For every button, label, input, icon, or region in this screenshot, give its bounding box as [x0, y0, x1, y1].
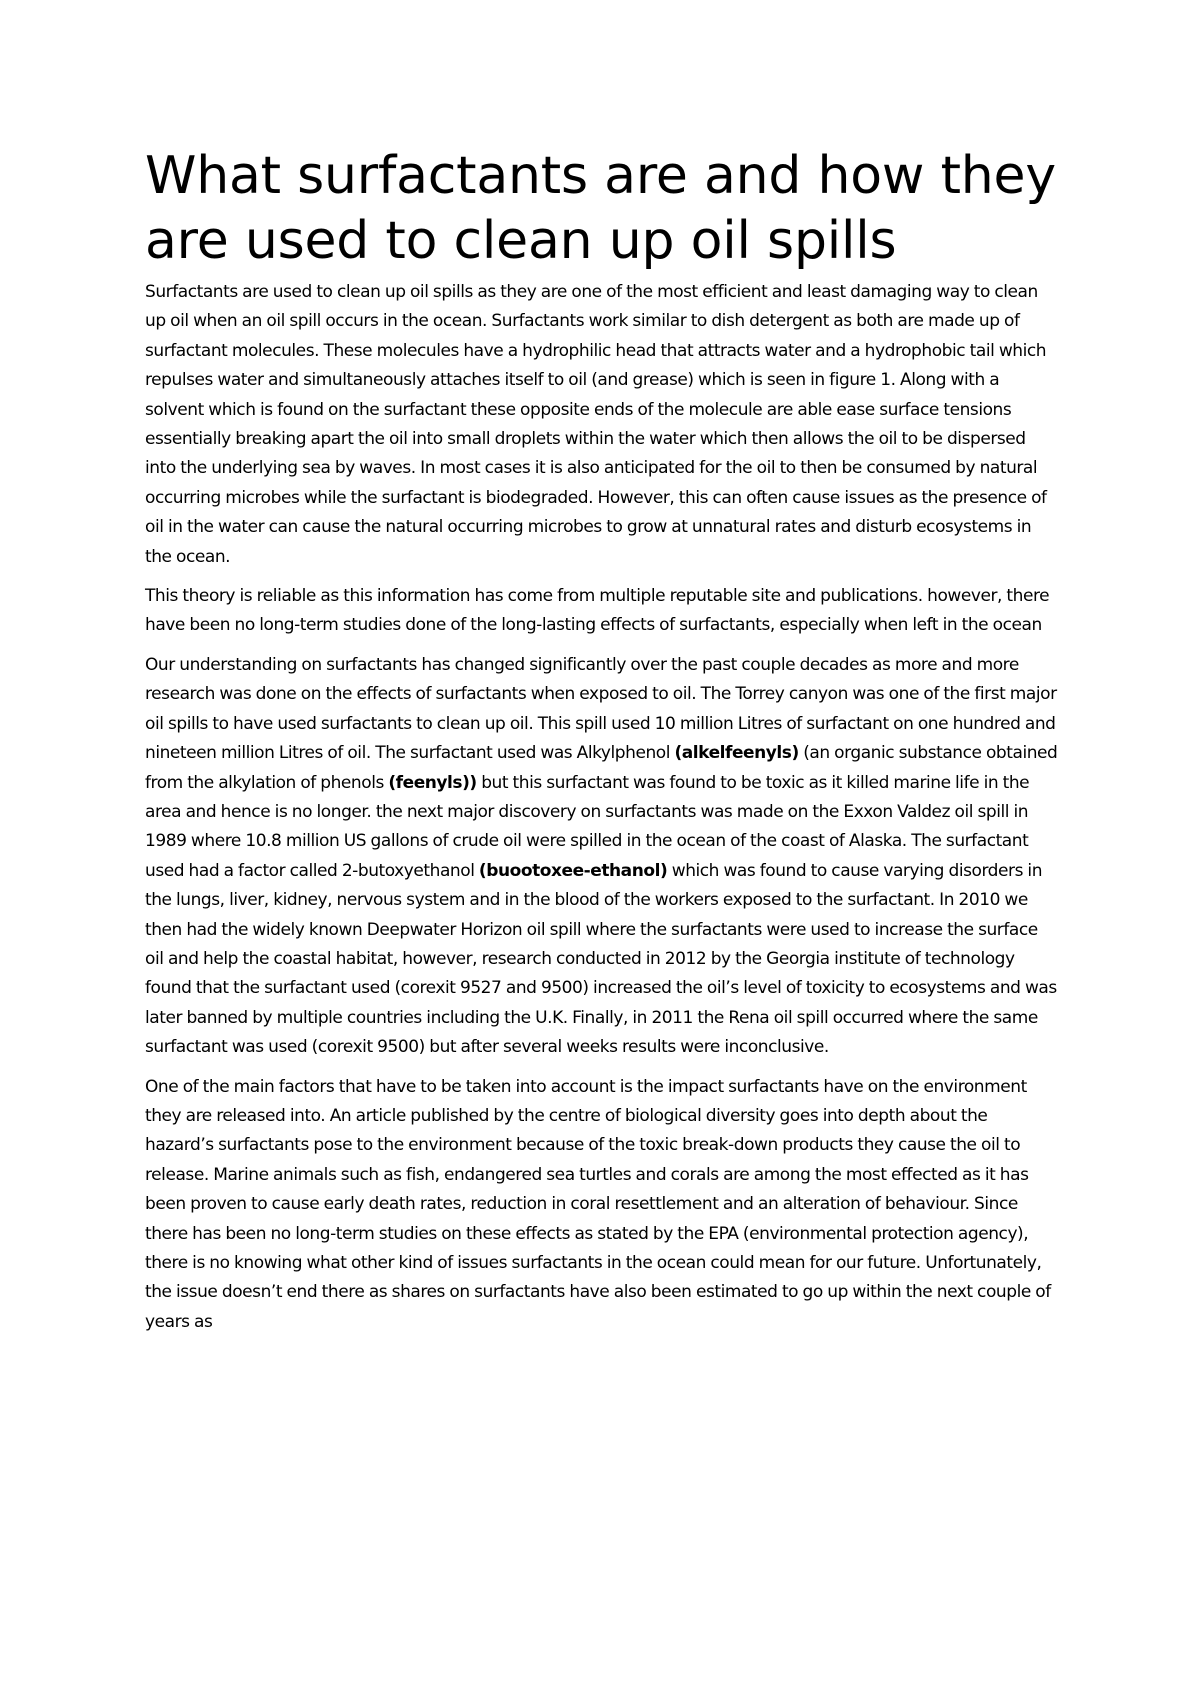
history-pronunciation-2: (feenyls)) [388, 772, 477, 793]
history-pronunciation-3: (buootoxee-ethanol) [478, 860, 668, 881]
paragraph-surfactant-function: Surfactants are used to clean up oil spills as they are one of the most efficient and least damaging way to clean up oil when an oil spill occurs in the ocean. Surfactants work similar to dish detergent as both are made up of surfactant molecules. These molecules have a hydrophilic head that attracts water and a hydrophobic tail which repulses water and simultaneously attaches itself to oil (and grease) which is seen in figure 1. Along with a solvent which is found on the surfactant these opposite ends of the molecule are able ease surface tensions essentially breaking apart the oil into small droplets within the water which then allows the oil to be dispersed into the underlying sea by waves. In most cases it is also anticipated for the oil to then be consumed by natural occurring microbes while the surfactant is biodegraded. However, this can often cause issues as the presence of oil in the water can cause the natural occurring microbes to grow at unnatural rates and disturb ecosystems in the ocean. [145, 282, 1047, 567]
document-body [145, 144, 1060, 1347]
history-text-2: (an organic substance obtained from the alkylation of phenols [145, 743, 1058, 793]
history-text-4: which was found to cause varying disorders in the lungs, liver, kidney, nervous system and in the blood of the workers exposed to the surfactant. In 2010 we then had the widely known Deepwater Horizon oil spill where the surfactants were used to increase the surface oil and help the coastal habitat, however, research conducted in 2012 by the Georgia institute of technology found that the surfactant used (corexit 9527 and 9500) increased the oil’s level of toxicity to ecosystems and was later banned by multiple countries including the U.K. Finally, in 2011 the Rena oil spill occurred where the same surfactant was used (corexit 9500) but after several weeks results were inconclusive. [145, 860, 1057, 1058]
history-text-1: Our understanding on surfactants has changed significantly over the past couple decades as more and more research was done on the effects of surfactants when exposed to oil. The Torrey canyon was one of the first major oil spills to have used surfactants to clean up oil. This spill used 10 million Litres of surfactant on one hundred and nineteen million Litres of oil. The surfactant used was Alkylphenol [145, 654, 1057, 764]
history-text-3: but this surfactant was found to be toxic as it killed marine life in the area and hence is no longer. the next major discovery on surfactants was made on the Exxon Valdez oil spill in 1989 where 10.8 million US gallons of crude oil were spilled in the ocean of the coast of Alaska. The surfactant used had a factor called 2-butoxyethanol [145, 772, 1030, 881]
paragraph-history [145, 651, 1060, 1063]
paragraph-environmental-impact: One of the main factors that have to be taken into account is the impact surfactants have on the environment they are released into. An article published by the centre of biological diversity goes into depth about the hazard’s surfactants pose to the environment because of the toxic break-down products they cause the oil to release. Marine animals such as fish, endangered sea turtles and corals are among the most effected as it has been proven to cause early death rates, reduction in coral resettlement and an alteration of behaviour. Since there has been no long-term studies on these effects as stated by the EPA (environmental protection agency), there is no knowing what other kind of issues surfactants in the ocean could mean for our future. Unfortunately, the issue doesn’t end there as shares on surfactants have also been estimated to go up within the next couple of years as [145, 1076, 1051, 1332]
history-pronunciation-1: (alkelfeenyls) [674, 743, 799, 764]
document-title: What surfactants are and how they are used to clean up oil spills [145, 146, 1056, 271]
paragraph-reliability: This theory is reliable as this information has come from multiple reputable site and publications. however, there have been no long-term studies done of the long-lasting effects of surfactants, especially when left in the ocean [145, 586, 1050, 636]
